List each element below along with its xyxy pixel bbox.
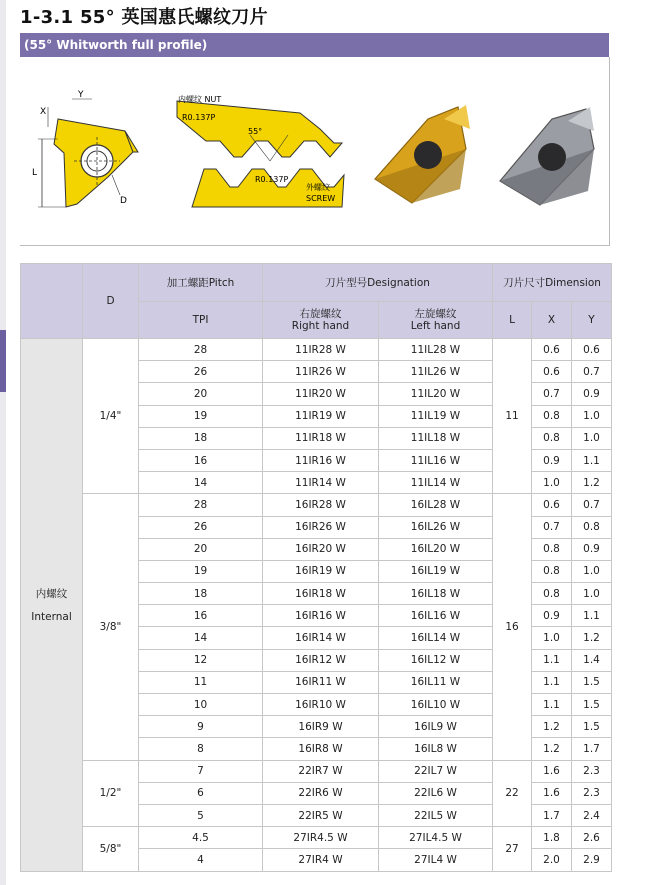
x-cell: 1.6 bbox=[532, 760, 572, 782]
x-cell: 1.1 bbox=[532, 649, 572, 671]
radius-bottom-label: R0.137P bbox=[255, 175, 289, 184]
y-cell: 1.5 bbox=[572, 716, 612, 738]
right-hand-cell: 22IR5 W bbox=[263, 804, 379, 826]
diameter-cell: 1/4" bbox=[83, 339, 139, 494]
tpi-cell: 8 bbox=[139, 738, 263, 760]
header-tpi: TPI bbox=[139, 302, 263, 339]
right-hand-cell: 11IR14 W bbox=[263, 472, 379, 494]
y-cell: 1.2 bbox=[572, 627, 612, 649]
spec-table bbox=[20, 263, 612, 872]
dim-d-leader bbox=[112, 175, 120, 195]
x-cell: 2.0 bbox=[532, 849, 572, 871]
tpi-cell: 28 bbox=[139, 494, 263, 516]
y-cell: 0.9 bbox=[572, 383, 612, 405]
y-cell: 2.3 bbox=[572, 760, 612, 782]
thread-type-cell bbox=[21, 339, 83, 872]
tpi-cell: 28 bbox=[139, 339, 263, 361]
right-hand-cell: 22IR7 W bbox=[263, 760, 379, 782]
header-y: Y bbox=[572, 302, 612, 339]
left-hand-cell: 16IL19 W bbox=[379, 560, 493, 582]
diameter-cell: 1/2" bbox=[83, 760, 139, 827]
tpi-cell: 7 bbox=[139, 760, 263, 782]
length-cell: 27 bbox=[493, 827, 532, 871]
right-hand-cell: 11IR18 W bbox=[263, 427, 379, 449]
left-hand-cell: 16IL28 W bbox=[379, 494, 493, 516]
x-cell: 1.0 bbox=[532, 627, 572, 649]
header-l: L bbox=[493, 302, 532, 339]
figure-area bbox=[20, 57, 610, 246]
tpi-cell: 19 bbox=[139, 405, 263, 427]
left-hand-cell: 11IL14 W bbox=[379, 472, 493, 494]
page-title: 1-3.1 55° 英国惠氏螺纹刀片 bbox=[20, 7, 268, 28]
x-cell: 1.0 bbox=[532, 472, 572, 494]
right-hand-cell: 16IR11 W bbox=[263, 671, 379, 693]
thread-profile-drawing bbox=[177, 94, 344, 207]
y-cell: 0.8 bbox=[572, 516, 612, 538]
x-cell: 0.7 bbox=[532, 516, 572, 538]
header-left-en: Left hand bbox=[410, 320, 461, 332]
gold-insert-image bbox=[375, 105, 470, 203]
left-hand-cell: 11IL16 W bbox=[379, 449, 493, 471]
x-cell: 1.6 bbox=[532, 782, 572, 804]
right-hand-cell: 16IR18 W bbox=[263, 583, 379, 605]
left-hand-cell: 22IL6 W bbox=[379, 782, 493, 804]
x-cell: 1.1 bbox=[532, 694, 572, 716]
x-cell: 0.9 bbox=[532, 449, 572, 471]
left-hand-cell: 27IL4.5 W bbox=[379, 827, 493, 849]
screw-en-label: SCREW bbox=[306, 194, 336, 203]
x-cell: 0.9 bbox=[532, 605, 572, 627]
left-hand-cell: 11IL20 W bbox=[379, 383, 493, 405]
x-cell: 1.8 bbox=[532, 827, 572, 849]
left-hand-cell: 16IL14 W bbox=[379, 627, 493, 649]
y-cell: 1.0 bbox=[572, 427, 612, 449]
right-hand-cell: 16IR16 W bbox=[263, 605, 379, 627]
x-cell: 1.1 bbox=[532, 671, 572, 693]
y-cell: 0.6 bbox=[572, 339, 612, 361]
left-hand-cell: 16IL18 W bbox=[379, 583, 493, 605]
dim-x-label: X bbox=[40, 107, 47, 117]
right-hand-cell: 16IR8 W bbox=[263, 738, 379, 760]
thread-type-cn: 内螺纹 bbox=[35, 588, 68, 601]
left-hand-cell: 16IL9 W bbox=[379, 716, 493, 738]
tpi-cell: 14 bbox=[139, 627, 263, 649]
y-cell: 0.9 bbox=[572, 538, 612, 560]
tpi-cell: 4.5 bbox=[139, 827, 263, 849]
x-cell: 1.2 bbox=[532, 738, 572, 760]
dim-y-label: Y bbox=[78, 90, 84, 100]
y-cell: 1.5 bbox=[572, 671, 612, 693]
y-cell: 1.1 bbox=[572, 605, 612, 627]
right-hand-cell: 16IR10 W bbox=[263, 694, 379, 716]
tpi-cell: 10 bbox=[139, 694, 263, 716]
insert-diagrams bbox=[20, 57, 609, 245]
x-cell: 0.6 bbox=[532, 361, 572, 383]
tpi-cell: 19 bbox=[139, 560, 263, 582]
left-hand-cell: 22IL7 W bbox=[379, 760, 493, 782]
right-hand-cell: 16IR26 W bbox=[263, 516, 379, 538]
tpi-cell: 20 bbox=[139, 383, 263, 405]
right-hand-cell: 16IR19 W bbox=[263, 560, 379, 582]
header-d: D bbox=[83, 264, 139, 339]
y-cell: 1.0 bbox=[572, 560, 612, 582]
tpi-cell: 18 bbox=[139, 427, 263, 449]
left-hand-cell: 16IL26 W bbox=[379, 516, 493, 538]
tpi-cell: 11 bbox=[139, 671, 263, 693]
nut-label: 内螺纹 NUT bbox=[178, 95, 222, 104]
right-hand-cell: 16IR9 W bbox=[263, 716, 379, 738]
right-hand-cell: 11IR26 W bbox=[263, 361, 379, 383]
header-dimension: 刀片尺寸Dimension bbox=[493, 264, 612, 302]
diameter-cell: 5/8" bbox=[83, 827, 139, 871]
y-cell: 2.6 bbox=[572, 827, 612, 849]
x-cell: 0.8 bbox=[532, 560, 572, 582]
x-cell: 0.6 bbox=[532, 494, 572, 516]
left-hand-cell: 11IL19 W bbox=[379, 405, 493, 427]
y-cell: 1.5 bbox=[572, 694, 612, 716]
gold-insert-hole bbox=[414, 141, 442, 169]
tpi-cell: 16 bbox=[139, 605, 263, 627]
length-cell: 11 bbox=[493, 339, 532, 494]
x-cell: 1.7 bbox=[532, 804, 572, 826]
tpi-cell: 26 bbox=[139, 361, 263, 383]
table-row bbox=[21, 827, 612, 849]
right-hand-cell: 11IR20 W bbox=[263, 383, 379, 405]
table-row bbox=[21, 339, 612, 361]
right-hand-cell: 11IR19 W bbox=[263, 405, 379, 427]
y-cell: 0.7 bbox=[572, 494, 612, 516]
spec-table-body bbox=[21, 339, 612, 872]
left-hand-cell: 27IL4 W bbox=[379, 849, 493, 871]
tpi-cell: 20 bbox=[139, 538, 263, 560]
tpi-cell: 4 bbox=[139, 849, 263, 871]
dim-d-label: D bbox=[120, 196, 127, 206]
y-cell: 2.3 bbox=[572, 782, 612, 804]
header-right-en: Right hand bbox=[291, 320, 350, 332]
x-cell: 0.7 bbox=[532, 383, 572, 405]
tpi-cell: 12 bbox=[139, 649, 263, 671]
page-edge-strip bbox=[0, 0, 6, 885]
x-cell: 1.2 bbox=[532, 716, 572, 738]
header-blank bbox=[21, 264, 83, 339]
y-cell: 2.4 bbox=[572, 804, 612, 826]
left-hand-cell: 16IL16 W bbox=[379, 605, 493, 627]
header-x: X bbox=[532, 302, 572, 339]
y-cell: 1.2 bbox=[572, 472, 612, 494]
silver-insert-hole bbox=[538, 143, 566, 171]
y-cell: 1.0 bbox=[572, 583, 612, 605]
x-cell: 0.8 bbox=[532, 538, 572, 560]
right-hand-cell: 27IR4.5 W bbox=[263, 827, 379, 849]
angle-label: 55° bbox=[248, 127, 263, 136]
diameter-cell: 3/8" bbox=[83, 494, 139, 760]
right-hand-cell: 11IR28 W bbox=[263, 339, 379, 361]
x-cell: 0.6 bbox=[532, 339, 572, 361]
right-hand-cell: 16IR28 W bbox=[263, 494, 379, 516]
tpi-cell: 9 bbox=[139, 716, 263, 738]
header-designation: 刀片型号Designation bbox=[263, 264, 493, 302]
table-row bbox=[21, 494, 612, 516]
right-hand-cell: 16IR14 W bbox=[263, 627, 379, 649]
y-cell: 1.7 bbox=[572, 738, 612, 760]
tpi-cell: 18 bbox=[139, 583, 263, 605]
tpi-cell: 5 bbox=[139, 804, 263, 826]
radius-top-label: R0.137P bbox=[182, 113, 216, 122]
tpi-cell: 16 bbox=[139, 449, 263, 471]
y-cell: 2.9 bbox=[572, 849, 612, 871]
section-subtitle: (55° Whitworth full profile) bbox=[20, 33, 609, 57]
left-hand-cell: 16IL20 W bbox=[379, 538, 493, 560]
x-cell: 0.8 bbox=[532, 427, 572, 449]
y-cell: 1.4 bbox=[572, 649, 612, 671]
tpi-cell: 6 bbox=[139, 782, 263, 804]
header-right-cn: 右旋螺纹 bbox=[299, 308, 342, 320]
y-cell: 0.7 bbox=[572, 361, 612, 383]
left-hand-cell: 11IL26 W bbox=[379, 361, 493, 383]
right-hand-cell: 16IR20 W bbox=[263, 538, 379, 560]
header-left-hand bbox=[379, 302, 493, 339]
left-hand-cell: 11IL28 W bbox=[379, 339, 493, 361]
right-hand-cell: 16IR12 W bbox=[263, 649, 379, 671]
right-hand-cell: 27IR4 W bbox=[263, 849, 379, 871]
x-cell: 0.8 bbox=[532, 583, 572, 605]
screw-cn-label: 外螺纹 bbox=[306, 183, 330, 192]
insert-geometry-drawing bbox=[32, 90, 138, 207]
header-pitch: 加工螺距Pitch bbox=[139, 264, 263, 302]
length-cell: 16 bbox=[493, 494, 532, 760]
header-left-cn: 左旋螺纹 bbox=[414, 308, 457, 320]
left-hand-cell: 22IL5 W bbox=[379, 804, 493, 826]
left-hand-cell: 16IL8 W bbox=[379, 738, 493, 760]
y-cell: 1.1 bbox=[572, 449, 612, 471]
dim-l-label: L bbox=[32, 168, 38, 178]
left-hand-cell: 16IL11 W bbox=[379, 671, 493, 693]
x-cell: 0.8 bbox=[532, 405, 572, 427]
right-hand-cell: 11IR16 W bbox=[263, 449, 379, 471]
tpi-cell: 26 bbox=[139, 516, 263, 538]
left-hand-cell: 11IL18 W bbox=[379, 427, 493, 449]
left-hand-cell: 16IL12 W bbox=[379, 649, 493, 671]
right-hand-cell: 22IR6 W bbox=[263, 782, 379, 804]
left-hand-cell: 16IL10 W bbox=[379, 694, 493, 716]
thread-type-en: Internal bbox=[31, 611, 72, 624]
tpi-cell: 14 bbox=[139, 472, 263, 494]
y-cell: 1.0 bbox=[572, 405, 612, 427]
silver-insert-image bbox=[500, 107, 594, 205]
header-right-hand bbox=[263, 302, 379, 339]
table-row bbox=[21, 760, 612, 782]
length-cell: 22 bbox=[493, 760, 532, 827]
